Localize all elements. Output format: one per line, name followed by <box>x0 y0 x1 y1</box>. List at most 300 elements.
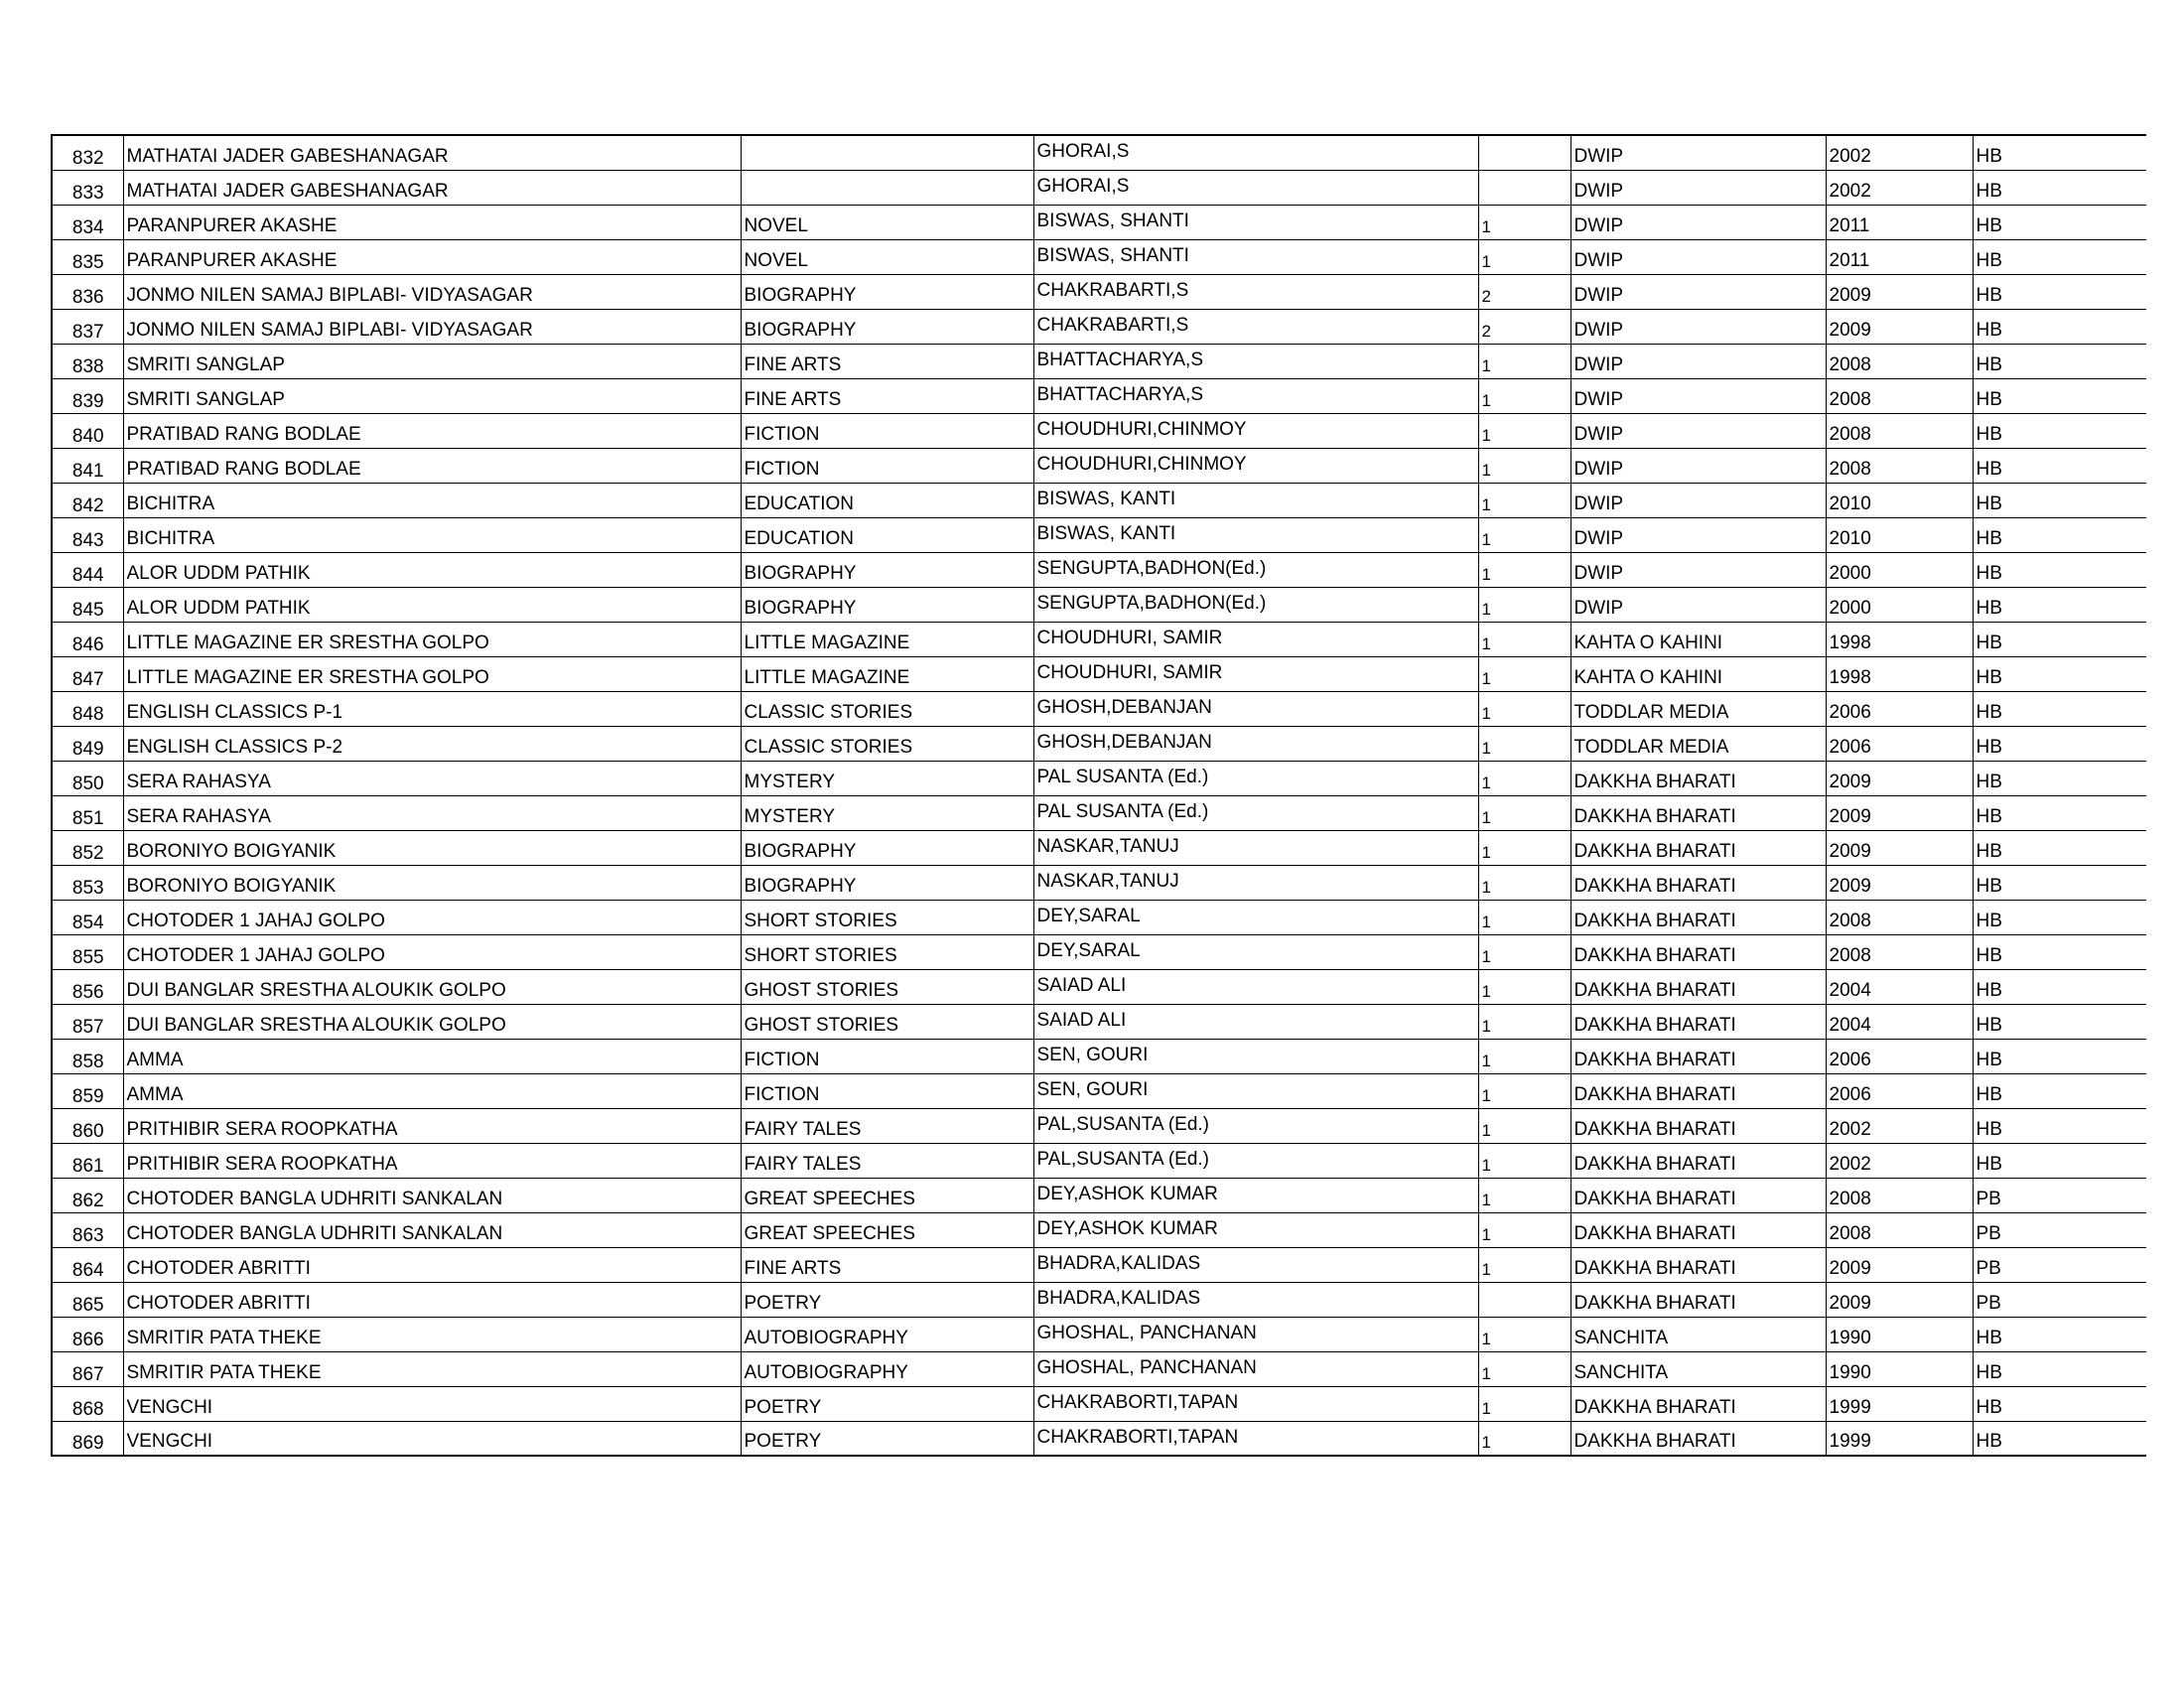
cell-author: BISWAS, SHANTI <box>1033 205 1478 239</box>
cell-category: FICTION <box>741 1073 1033 1108</box>
cell-copies: 1 <box>1478 1004 1570 1039</box>
cell-year: 2006 <box>1826 1073 1973 1108</box>
cell-copies: 1 <box>1478 969 1570 1004</box>
cell-binding: HB <box>1973 1317 2146 1351</box>
cell-title: DUI BANGLAR SRESTHA ALOUKIK GOLPO <box>123 1004 741 1039</box>
cell-category: FINE ARTS <box>741 1247 1033 1282</box>
cell-number: 843 <box>52 517 123 552</box>
cell-year: 2002 <box>1826 1143 1973 1178</box>
cell-publisher: DWIP <box>1570 552 1826 587</box>
cell-number: 838 <box>52 344 123 378</box>
cell-number: 840 <box>52 413 123 448</box>
cell-number: 859 <box>52 1073 123 1108</box>
cell-year: 2011 <box>1826 205 1973 239</box>
cell-binding: HB <box>1973 691 2146 726</box>
table-row <box>52 1247 2146 1282</box>
cell-number: 854 <box>52 900 123 934</box>
cell-binding: HB <box>1973 552 2146 587</box>
cell-binding: HB <box>1973 934 2146 969</box>
cell-copies: 1 <box>1478 865 1570 900</box>
cell-publisher: DAKKHA BHARATI <box>1570 795 1826 830</box>
cell-number: 849 <box>52 726 123 761</box>
cell-author: BHADRA,KALIDAS <box>1033 1247 1478 1282</box>
cell-title: CHOTODER BANGLA UDHRITI SANKALAN <box>123 1178 741 1212</box>
cell-copies: 1 <box>1478 656 1570 691</box>
cell-copies: 1 <box>1478 622 1570 656</box>
cell-title: PARANPURER AKASHE <box>123 239 741 274</box>
cell-copies <box>1478 1282 1570 1317</box>
cell-title: VENGCHI <box>123 1386 741 1421</box>
cell-publisher: DAKKHA BHARATI <box>1570 934 1826 969</box>
cell-title: ALOR UDDM PATHIK <box>123 552 741 587</box>
cell-binding: HB <box>1973 170 2146 205</box>
cell-copies: 1 <box>1478 1073 1570 1108</box>
cell-title: CHOTODER ABRITTI <box>123 1247 741 1282</box>
cell-year: 2008 <box>1826 900 1973 934</box>
cell-title: SMRITI SANGLAP <box>123 344 741 378</box>
table-row <box>52 1004 2146 1039</box>
cell-number: 853 <box>52 865 123 900</box>
cell-publisher: DAKKHA BHARATI <box>1570 830 1826 865</box>
cell-category: POETRY <box>741 1386 1033 1421</box>
cell-copies: 1 <box>1478 1178 1570 1212</box>
cell-publisher: DWIP <box>1570 413 1826 448</box>
cell-publisher: DWIP <box>1570 205 1826 239</box>
cell-copies: 1 <box>1478 517 1570 552</box>
cell-year: 2009 <box>1826 1247 1973 1282</box>
cell-title: ENGLISH CLASSICS P-2 <box>123 726 741 761</box>
cell-publisher: DWIP <box>1570 483 1826 517</box>
cell-year: 2009 <box>1826 274 1973 309</box>
table-row <box>52 1351 2146 1386</box>
cell-binding: HB <box>1973 1386 2146 1421</box>
cell-number: 869 <box>52 1421 123 1456</box>
cell-title: PRITHIBIR SERA ROOPKATHA <box>123 1108 741 1143</box>
cell-year: 2008 <box>1826 378 1973 413</box>
cell-binding: PB <box>1973 1282 2146 1317</box>
cell-binding: HB <box>1973 413 2146 448</box>
cell-title: MATHATAI JADER GABESHANAGAR <box>123 135 741 170</box>
cell-binding: HB <box>1973 135 2146 170</box>
cell-year: 2009 <box>1826 1282 1973 1317</box>
cell-author: CHOUDHURI,CHINMOY <box>1033 448 1478 483</box>
cell-year: 1990 <box>1826 1351 1973 1386</box>
cell-publisher: KAHTA O KAHINI <box>1570 622 1826 656</box>
cell-category: AUTOBIOGRAPHY <box>741 1351 1033 1386</box>
cell-binding: HB <box>1973 205 2146 239</box>
table-row <box>52 934 2146 969</box>
cell-year: 1998 <box>1826 656 1973 691</box>
cell-copies: 1 <box>1478 1317 1570 1351</box>
cell-number: 868 <box>52 1386 123 1421</box>
table-row <box>52 587 2146 622</box>
cell-number: 846 <box>52 622 123 656</box>
cell-year: 2002 <box>1826 170 1973 205</box>
cell-binding: HB <box>1973 830 2146 865</box>
table-row <box>52 865 2146 900</box>
cell-copies: 1 <box>1478 934 1570 969</box>
table-row <box>52 309 2146 344</box>
cell-title: CHOTODER ABRITTI <box>123 1282 741 1317</box>
cell-category: FAIRY TALES <box>741 1108 1033 1143</box>
cell-publisher: DAKKHA BHARATI <box>1570 865 1826 900</box>
cell-author: DEY,ASHOK KUMAR <box>1033 1178 1478 1212</box>
catalog-table <box>51 134 2146 1457</box>
cell-author: NASKAR,TANUJ <box>1033 830 1478 865</box>
cell-binding: HB <box>1973 448 2146 483</box>
cell-title: LITTLE MAGAZINE ER SRESTHA GOLPO <box>123 656 741 691</box>
cell-category: BIOGRAPHY <box>741 309 1033 344</box>
cell-copies: 1 <box>1478 205 1570 239</box>
cell-copies: 1 <box>1478 413 1570 448</box>
cell-copies: 1 <box>1478 587 1570 622</box>
table-row <box>52 413 2146 448</box>
cell-number: 851 <box>52 795 123 830</box>
cell-category: MYSTERY <box>741 761 1033 795</box>
cell-author: GHOSHAL, PANCHANAN <box>1033 1317 1478 1351</box>
cell-category: CLASSIC STORIES <box>741 691 1033 726</box>
cell-binding: HB <box>1973 865 2146 900</box>
cell-category: BIOGRAPHY <box>741 274 1033 309</box>
cell-title: BICHITRA <box>123 517 741 552</box>
cell-number: 836 <box>52 274 123 309</box>
cell-category: EDUCATION <box>741 483 1033 517</box>
cell-category <box>741 135 1033 170</box>
cell-binding: HB <box>1973 1073 2146 1108</box>
cell-publisher: DWIP <box>1570 344 1826 378</box>
table-row <box>52 1143 2146 1178</box>
table-row <box>52 622 2146 656</box>
cell-year: 2008 <box>1826 934 1973 969</box>
table-row <box>52 448 2146 483</box>
cell-number: 867 <box>52 1351 123 1386</box>
cell-publisher: DAKKHA BHARATI <box>1570 1143 1826 1178</box>
cell-year: 2010 <box>1826 483 1973 517</box>
cell-year: 2008 <box>1826 413 1973 448</box>
cell-title: LITTLE MAGAZINE ER SRESTHA GOLPO <box>123 622 741 656</box>
cell-number: 864 <box>52 1247 123 1282</box>
cell-binding: HB <box>1973 1143 2146 1178</box>
table-row <box>52 1282 2146 1317</box>
cell-author: PAL,SUSANTA (Ed.) <box>1033 1143 1478 1178</box>
cell-number: 835 <box>52 239 123 274</box>
cell-copies: 1 <box>1478 1351 1570 1386</box>
cell-copies: 1 <box>1478 795 1570 830</box>
cell-copies: 1 <box>1478 900 1570 934</box>
table-row <box>52 761 2146 795</box>
cell-binding: HB <box>1973 1039 2146 1073</box>
table-row <box>52 691 2146 726</box>
cell-year: 2009 <box>1826 830 1973 865</box>
cell-author: NASKAR,TANUJ <box>1033 865 1478 900</box>
table-row <box>52 830 2146 865</box>
cell-publisher: DWIP <box>1570 170 1826 205</box>
cell-copies: 1 <box>1478 1039 1570 1073</box>
cell-author: BHATTACHARYA,S <box>1033 344 1478 378</box>
cell-binding: HB <box>1973 1351 2146 1386</box>
cell-category: SHORT STORIES <box>741 934 1033 969</box>
cell-year: 1998 <box>1826 622 1973 656</box>
cell-category: POETRY <box>741 1282 1033 1317</box>
cell-title: PRATIBAD RANG BODLAE <box>123 448 741 483</box>
cell-binding: PB <box>1973 1247 2146 1282</box>
cell-publisher: DAKKHA BHARATI <box>1570 1386 1826 1421</box>
cell-title: SMRITIR PATA THEKE <box>123 1317 741 1351</box>
table-row <box>52 1073 2146 1108</box>
cell-binding: HB <box>1973 344 2146 378</box>
cell-year: 2000 <box>1826 587 1973 622</box>
cell-category: NOVEL <box>741 205 1033 239</box>
cell-title: SERA RAHASYA <box>123 795 741 830</box>
table-row <box>52 1108 2146 1143</box>
cell-publisher: DAKKHA BHARATI <box>1570 1073 1826 1108</box>
cell-category: AUTOBIOGRAPHY <box>741 1317 1033 1351</box>
cell-year: 2010 <box>1826 517 1973 552</box>
cell-copies: 1 <box>1478 378 1570 413</box>
cell-category: FINE ARTS <box>741 378 1033 413</box>
table-row <box>52 205 2146 239</box>
table-row <box>52 795 2146 830</box>
cell-number: 860 <box>52 1108 123 1143</box>
cell-publisher: TODDLAR MEDIA <box>1570 691 1826 726</box>
cell-year: 2008 <box>1826 1212 1973 1247</box>
cell-publisher: DAKKHA BHARATI <box>1570 1039 1826 1073</box>
cell-copies: 1 <box>1478 1212 1570 1247</box>
cell-publisher: DAKKHA BHARATI <box>1570 969 1826 1004</box>
cell-year: 1999 <box>1826 1421 1973 1456</box>
cell-title: PARANPURER AKASHE <box>123 205 741 239</box>
cell-publisher: DWIP <box>1570 239 1826 274</box>
cell-title: SMRITI SANGLAP <box>123 378 741 413</box>
cell-author: CHAKRABORTI,TAPAN <box>1033 1386 1478 1421</box>
cell-binding: HB <box>1973 900 2146 934</box>
table-row <box>52 900 2146 934</box>
cell-author: BISWAS, KANTI <box>1033 517 1478 552</box>
table-row <box>52 344 2146 378</box>
cell-title: ALOR UDDM PATHIK <box>123 587 741 622</box>
cell-binding: HB <box>1973 1108 2146 1143</box>
cell-publisher: DAKKHA BHARATI <box>1570 1108 1826 1143</box>
cell-number: 852 <box>52 830 123 865</box>
cell-author: CHAKRABARTI,S <box>1033 274 1478 309</box>
cell-binding: HB <box>1973 969 2146 1004</box>
cell-year: 2002 <box>1826 135 1973 170</box>
cell-author: CHOUDHURI, SAMIR <box>1033 622 1478 656</box>
cell-category: EDUCATION <box>741 517 1033 552</box>
cell-binding: HB <box>1973 622 2146 656</box>
cell-category: GREAT SPEECHES <box>741 1212 1033 1247</box>
cell-publisher: DWIP <box>1570 517 1826 552</box>
table-row <box>52 656 2146 691</box>
cell-binding: HB <box>1973 1421 2146 1456</box>
cell-author: DEY,ASHOK KUMAR <box>1033 1212 1478 1247</box>
cell-author: PAL,SUSANTA (Ed.) <box>1033 1108 1478 1143</box>
cell-author: GHORAI,S <box>1033 170 1478 205</box>
cell-copies: 2 <box>1478 309 1570 344</box>
cell-number: 857 <box>52 1004 123 1039</box>
cell-category: GHOST STORIES <box>741 1004 1033 1039</box>
table-row <box>52 378 2146 413</box>
cell-binding: HB <box>1973 795 2146 830</box>
cell-binding: HB <box>1973 1004 2146 1039</box>
cell-publisher: DWIP <box>1570 378 1826 413</box>
cell-number: 837 <box>52 309 123 344</box>
cell-category: FICTION <box>741 413 1033 448</box>
cell-category: FICTION <box>741 448 1033 483</box>
table-row <box>52 1386 2146 1421</box>
cell-copies: 1 <box>1478 691 1570 726</box>
cell-number: 845 <box>52 587 123 622</box>
cell-number: 850 <box>52 761 123 795</box>
cell-copies: 2 <box>1478 274 1570 309</box>
cell-author: CHAKRABARTI,S <box>1033 309 1478 344</box>
cell-publisher: TODDLAR MEDIA <box>1570 726 1826 761</box>
table-row <box>52 517 2146 552</box>
cell-category: FINE ARTS <box>741 344 1033 378</box>
cell-author: CHOUDHURI, SAMIR <box>1033 656 1478 691</box>
cell-copies <box>1478 135 1570 170</box>
cell-year: 2011 <box>1826 239 1973 274</box>
cell-number: 844 <box>52 552 123 587</box>
cell-author: BHADRA,KALIDAS <box>1033 1282 1478 1317</box>
cell-copies: 1 <box>1478 344 1570 378</box>
cell-year: 2004 <box>1826 1004 1973 1039</box>
cell-number: 861 <box>52 1143 123 1178</box>
cell-author: BISWAS, SHANTI <box>1033 239 1478 274</box>
cell-title: PRITHIBIR SERA ROOPKATHA <box>123 1143 741 1178</box>
cell-author: SENGUPTA,BADHON(Ed.) <box>1033 587 1478 622</box>
cell-author: SENGUPTA,BADHON(Ed.) <box>1033 552 1478 587</box>
cell-author: CHAKRABORTI,TAPAN <box>1033 1421 1478 1456</box>
cell-category: FAIRY TALES <box>741 1143 1033 1178</box>
cell-binding: HB <box>1973 726 2146 761</box>
cell-year: 2006 <box>1826 1039 1973 1073</box>
cell-author: SAIAD ALI <box>1033 969 1478 1004</box>
cell-copies: 1 <box>1478 1386 1570 1421</box>
cell-publisher: DAKKHA BHARATI <box>1570 1247 1826 1282</box>
cell-title: MATHATAI JADER GABESHANAGAR <box>123 170 741 205</box>
table-row <box>52 274 2146 309</box>
cell-year: 2004 <box>1826 969 1973 1004</box>
cell-copies: 1 <box>1478 761 1570 795</box>
cell-copies: 1 <box>1478 1143 1570 1178</box>
cell-number: 866 <box>52 1317 123 1351</box>
cell-title: PRATIBAD RANG BODLAE <box>123 413 741 448</box>
cell-publisher: DAKKHA BHARATI <box>1570 900 1826 934</box>
cell-year: 2008 <box>1826 344 1973 378</box>
cell-title: ENGLISH CLASSICS P-1 <box>123 691 741 726</box>
cell-copies: 1 <box>1478 1247 1570 1282</box>
cell-publisher: KAHTA O KAHINI <box>1570 656 1826 691</box>
cell-title: JONMO NILEN SAMAJ BIPLABI- VIDYASAGAR <box>123 309 741 344</box>
cell-copies: 1 <box>1478 1108 1570 1143</box>
cell-publisher: DAKKHA BHARATI <box>1570 1212 1826 1247</box>
table-row <box>52 1317 2146 1351</box>
cell-title: DUI BANGLAR SRESTHA ALOUKIK GOLPO <box>123 969 741 1004</box>
cell-title: AMMA <box>123 1073 741 1108</box>
cell-title: BORONIYO BOIGYANIK <box>123 865 741 900</box>
cell-number: 834 <box>52 205 123 239</box>
cell-number: 863 <box>52 1212 123 1247</box>
cell-title: SMRITIR PATA THEKE <box>123 1351 741 1386</box>
cell-copies: 1 <box>1478 830 1570 865</box>
cell-category: CLASSIC STORIES <box>741 726 1033 761</box>
cell-category: GREAT SPEECHES <box>741 1178 1033 1212</box>
cell-title: BICHITRA <box>123 483 741 517</box>
cell-category: MYSTERY <box>741 795 1033 830</box>
cell-category: LITTLE MAGAZINE <box>741 622 1033 656</box>
cell-binding: HB <box>1973 587 2146 622</box>
cell-binding: PB <box>1973 1178 2146 1212</box>
cell-number: 858 <box>52 1039 123 1073</box>
cell-author: GHOSH,DEBANJAN <box>1033 726 1478 761</box>
cell-binding: PB <box>1973 1212 2146 1247</box>
table-row <box>52 483 2146 517</box>
cell-number: 833 <box>52 170 123 205</box>
cell-title: CHOTODER 1 JAHAJ GOLPO <box>123 900 741 934</box>
cell-number: 856 <box>52 969 123 1004</box>
cell-binding: HB <box>1973 656 2146 691</box>
cell-publisher: DAKKHA BHARATI <box>1570 1004 1826 1039</box>
cell-copies: 1 <box>1478 239 1570 274</box>
table-row <box>52 726 2146 761</box>
cell-category: SHORT STORIES <box>741 900 1033 934</box>
cell-year: 2008 <box>1826 448 1973 483</box>
cell-category: LITTLE MAGAZINE <box>741 656 1033 691</box>
cell-number: 855 <box>52 934 123 969</box>
cell-publisher: DWIP <box>1570 274 1826 309</box>
cell-publisher: DAKKHA BHARATI <box>1570 1178 1826 1212</box>
cell-year: 2006 <box>1826 691 1973 726</box>
cell-binding: HB <box>1973 309 2146 344</box>
cell-number: 841 <box>52 448 123 483</box>
cell-binding: HB <box>1973 239 2146 274</box>
cell-year: 2008 <box>1826 1178 1973 1212</box>
cell-title: SERA RAHASYA <box>123 761 741 795</box>
table-row <box>52 170 2146 205</box>
cell-year: 1999 <box>1826 1386 1973 1421</box>
cell-category: BIOGRAPHY <box>741 552 1033 587</box>
table-row <box>52 1212 2146 1247</box>
table-row <box>52 969 2146 1004</box>
catalog-rows <box>52 135 2146 1456</box>
cell-number: 848 <box>52 691 123 726</box>
cell-author: BHATTACHARYA,S <box>1033 378 1478 413</box>
cell-category <box>741 170 1033 205</box>
cell-year: 2000 <box>1826 552 1973 587</box>
cell-title: JONMO NILEN SAMAJ BIPLABI- VIDYASAGAR <box>123 274 741 309</box>
cell-number: 832 <box>52 135 123 170</box>
cell-number: 839 <box>52 378 123 413</box>
cell-year: 2009 <box>1826 761 1973 795</box>
cell-publisher: DWIP <box>1570 448 1826 483</box>
cell-author: GHOSH,DEBANJAN <box>1033 691 1478 726</box>
cell-publisher: SANCHITA <box>1570 1351 1826 1386</box>
cell-author: GHOSHAL, PANCHANAN <box>1033 1351 1478 1386</box>
cell-author: PAL SUSANTA (Ed.) <box>1033 795 1478 830</box>
table-row <box>52 552 2146 587</box>
cell-category: NOVEL <box>741 239 1033 274</box>
cell-number: 865 <box>52 1282 123 1317</box>
cell-publisher: DWIP <box>1570 135 1826 170</box>
cell-author: CHOUDHURI,CHINMOY <box>1033 413 1478 448</box>
cell-author: PAL SUSANTA (Ed.) <box>1033 761 1478 795</box>
cell-publisher: DAKKHA BHARATI <box>1570 1282 1826 1317</box>
cell-title: AMMA <box>123 1039 741 1073</box>
table-row <box>52 1421 2146 1456</box>
cell-publisher: DAKKHA BHARATI <box>1570 761 1826 795</box>
cell-copies: 1 <box>1478 552 1570 587</box>
